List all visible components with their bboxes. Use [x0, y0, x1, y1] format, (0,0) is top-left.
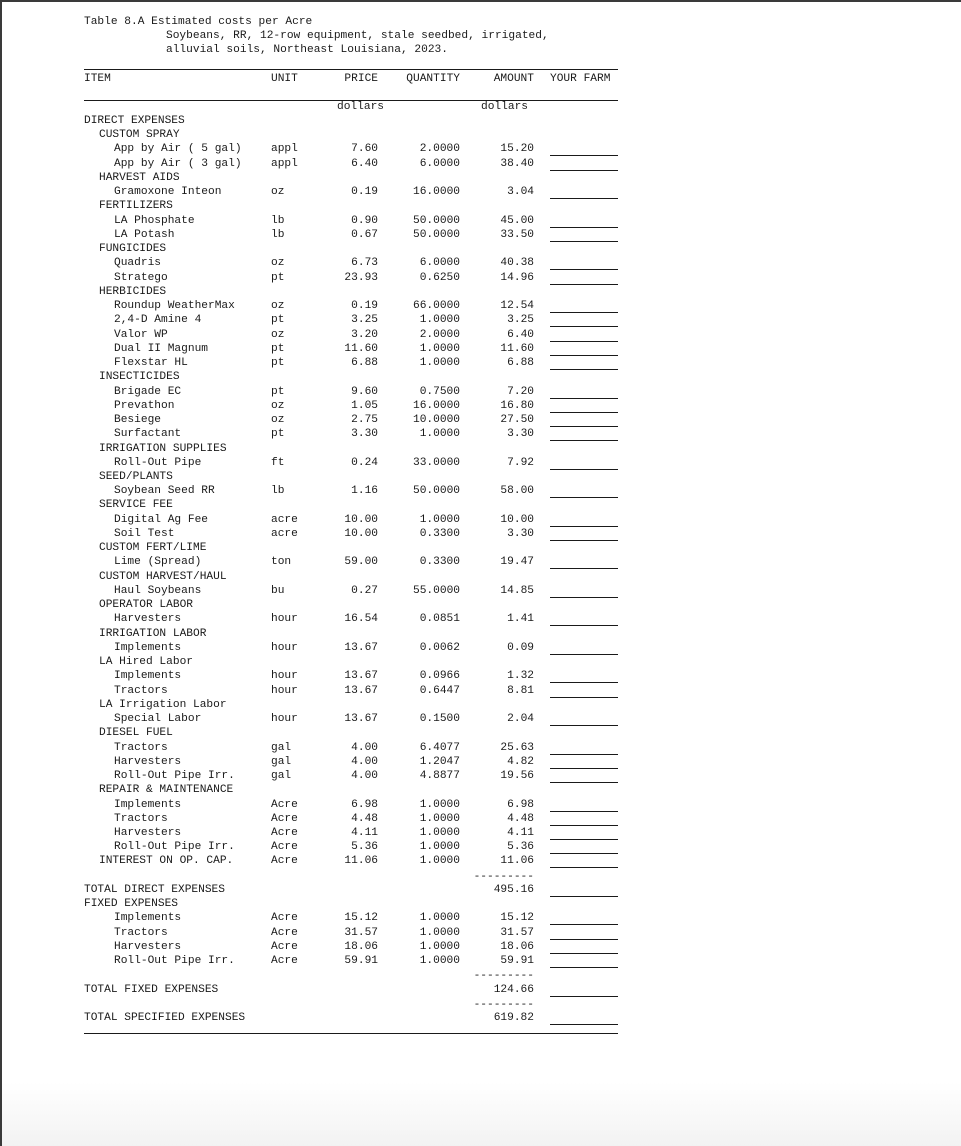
item-price: 11.60 — [344, 342, 378, 355]
category-heading: LA Irrigation Labor — [99, 698, 227, 711]
your-farm-blank[interactable] — [550, 155, 618, 156]
item-price: 3.25 — [351, 314, 378, 327]
your-farm-blank[interactable] — [550, 597, 618, 598]
your-farm-blank[interactable] — [550, 754, 618, 755]
item-amount: 14.85 — [500, 584, 534, 597]
item-price: 0.19 — [351, 300, 378, 313]
item-unit: hour — [271, 684, 298, 697]
item-label: Besiege — [114, 414, 161, 427]
item-unit: hour — [271, 713, 298, 726]
your-farm-blank[interactable] — [550, 839, 618, 840]
item-price: 13.67 — [344, 641, 378, 654]
item-amount: 19.56 — [500, 770, 534, 783]
item-label: Quadris — [114, 257, 161, 270]
item-quantity: 6.0000 — [419, 257, 460, 270]
total-label: TOTAL DIRECT EXPENSES — [84, 883, 225, 896]
item-price: 6.40 — [351, 157, 378, 170]
item-label: Roundup WeatherMax — [114, 300, 235, 313]
item-amount: 8.81 — [507, 684, 534, 697]
your-farm-blank[interactable] — [550, 355, 618, 356]
your-farm-blank[interactable] — [550, 497, 618, 498]
item-unit: Acre — [271, 940, 298, 953]
item-quantity: 16.0000 — [413, 186, 460, 199]
section-heading: FIXED EXPENSES — [84, 898, 178, 911]
item-quantity: 50.0000 — [413, 228, 460, 241]
item-label: Implements — [114, 670, 182, 683]
item-unit: oz — [271, 399, 285, 412]
price-units-label: dollars — [337, 101, 384, 113]
your-farm-blank[interactable] — [550, 697, 618, 698]
item-price: 5.36 — [351, 841, 378, 854]
item-quantity: 6.0000 — [419, 157, 460, 170]
item-label: Lime (Spread) — [114, 556, 202, 569]
item-label: Implements — [114, 641, 182, 654]
table-subtitle-line2: alluvial soils, Northeast Louisiana, 2023. — [166, 44, 448, 56]
item-quantity: 0.3300 — [419, 556, 460, 569]
item-amount: 11.06 — [500, 855, 534, 868]
your-farm-blank[interactable] — [550, 825, 618, 826]
item-quantity: 2.0000 — [419, 328, 460, 341]
item-quantity: 0.3300 — [419, 527, 460, 540]
item-price: 23.93 — [344, 271, 378, 284]
item-amount: 18.06 — [500, 940, 534, 953]
total-label: TOTAL SPECIFIED EXPENSES — [84, 1012, 246, 1025]
category-heading: LA Hired Labor — [99, 656, 193, 669]
item-amount: 4.82 — [507, 755, 534, 768]
amount-units-label: dollars — [481, 101, 528, 113]
header-your-farm: YOUR FARM — [550, 73, 611, 85]
item-unit: acre — [271, 513, 298, 526]
item-label: Brigade EC — [114, 385, 182, 398]
total-amount: 619.82 — [493, 1012, 534, 1025]
your-farm-blank[interactable] — [550, 440, 618, 441]
item-unit: hour — [271, 670, 298, 683]
item-unit: appl — [271, 157, 298, 170]
item-quantity: 1.0000 — [419, 940, 460, 953]
item-quantity: 1.2047 — [419, 755, 460, 768]
item-unit: bu — [271, 584, 285, 597]
item-unit: oz — [271, 300, 285, 313]
category-heading: REPAIR & MAINTENANCE — [99, 784, 234, 797]
your-farm-blank[interactable] — [550, 398, 618, 399]
item-amount: 5.36 — [507, 841, 534, 854]
item-price: 13.67 — [344, 713, 378, 726]
item-price: 4.00 — [351, 741, 378, 754]
item-quantity: 6.4077 — [419, 741, 460, 754]
item-amount: 15.20 — [500, 143, 534, 156]
item-label: Surfactant — [114, 428, 182, 441]
total-amount: 495.16 — [493, 883, 534, 896]
item-price: 1.05 — [351, 399, 378, 412]
item-label: Implements — [114, 798, 182, 811]
category-heading: OPERATOR LABOR — [99, 599, 193, 612]
item-label: Stratego — [114, 271, 168, 284]
item-unit: oz — [271, 328, 285, 341]
item-amount: 16.80 — [500, 399, 534, 412]
your-farm-blank[interactable] — [550, 939, 618, 940]
header-item: ITEM — [84, 73, 111, 85]
item-amount: 6.40 — [507, 328, 534, 341]
item-quantity: 0.6447 — [419, 684, 460, 697]
your-farm-blank[interactable] — [550, 269, 618, 270]
item-unit: lb — [271, 214, 285, 227]
item-quantity: 1.0000 — [419, 855, 460, 868]
item-amount: 3.04 — [507, 186, 534, 199]
item-price: 2.75 — [351, 414, 378, 427]
item-amount: 7.92 — [507, 456, 534, 469]
your-farm-blank[interactable] — [550, 682, 618, 683]
item-unit: pt — [271, 357, 285, 370]
category-heading: CUSTOM FERT/LIME — [99, 542, 207, 555]
item-amount: 3.30 — [507, 428, 534, 441]
item-amount: 6.98 — [507, 798, 534, 811]
item-amount: 0.09 — [507, 641, 534, 654]
item-price: 1.16 — [351, 485, 378, 498]
item-quantity: 1.0000 — [419, 342, 460, 355]
item-price: 4.11 — [351, 827, 378, 839]
item-price: 6.98 — [351, 798, 378, 811]
item-quantity: 1.0000 — [419, 357, 460, 370]
category-heading: HARVEST AIDS — [99, 171, 180, 184]
item-unit: Acre — [271, 912, 298, 925]
item-unit: oz — [271, 257, 285, 270]
item-label: Implements — [114, 912, 182, 925]
item-price: 3.30 — [351, 428, 378, 441]
item-quantity: 1.0000 — [419, 513, 460, 526]
category-heading: HERBICIDES — [99, 285, 167, 298]
item-amount: 12.54 — [500, 300, 534, 313]
table-bottom-rule — [84, 1033, 618, 1034]
your-farm-blank[interactable] — [550, 725, 618, 726]
item-unit: Acre — [271, 812, 298, 825]
item-label: Tractors — [114, 741, 168, 754]
item-label: Harvesters — [114, 827, 182, 839]
item-unit: lb — [271, 485, 285, 498]
item-amount: 11.60 — [500, 342, 534, 355]
category-heading: CUSTOM HARVEST/HAUL — [99, 570, 227, 583]
item-unit: pt — [271, 342, 285, 355]
your-farm-blank[interactable] — [550, 369, 618, 370]
item-quantity: 1.0000 — [419, 798, 460, 811]
item-label: Valor WP — [114, 328, 168, 341]
item-label: Roll-Out Pipe — [114, 456, 202, 469]
item-price: 13.67 — [344, 670, 378, 683]
item-unit: Acre — [271, 955, 298, 968]
item-label: Tractors — [114, 812, 168, 825]
item-price: 0.19 — [351, 186, 378, 199]
subtotal-rule: --------- — [473, 998, 534, 1011]
item-quantity: 1.0000 — [419, 314, 460, 327]
item-label: Tractors — [114, 684, 168, 697]
item-quantity: 16.0000 — [413, 399, 460, 412]
item-price: 11.06 — [344, 855, 378, 868]
item-unit: ton — [271, 556, 292, 569]
item-price: 59.91 — [344, 955, 378, 968]
item-quantity: 4.8877 — [419, 770, 460, 783]
item-quantity: 0.0966 — [419, 670, 460, 683]
header-top-rule — [84, 69, 618, 70]
your-farm-blank[interactable] — [550, 341, 618, 342]
item-amount: 27.50 — [500, 414, 534, 427]
item-unit: gal — [271, 741, 292, 754]
your-farm-blank[interactable] — [550, 326, 618, 327]
item-unit: Acre — [271, 926, 298, 939]
your-farm-blank[interactable] — [550, 469, 618, 470]
item-unit: Acre — [271, 827, 298, 839]
item-unit: gal — [271, 755, 292, 768]
total-label: TOTAL FIXED EXPENSES — [84, 983, 219, 996]
header-quantity: QUANTITY — [406, 73, 460, 85]
your-farm-blank[interactable] — [550, 768, 618, 769]
item-price: 3.20 — [351, 328, 378, 341]
item-label: Harvesters — [114, 755, 182, 768]
item-price: 13.67 — [344, 684, 378, 697]
category-heading: DIESEL FUEL — [99, 727, 173, 740]
your-farm-blank[interactable] — [550, 284, 618, 285]
item-amount: 45.00 — [500, 214, 534, 227]
item-quantity: 50.0000 — [413, 214, 460, 227]
item-price: 4.00 — [351, 770, 378, 783]
item-quantity: 1.0000 — [419, 926, 460, 939]
item-quantity: 1.0000 — [419, 812, 460, 825]
category-heading: INSECTICIDES — [99, 371, 180, 384]
category-heading: IRRIGATION LABOR — [99, 627, 207, 640]
item-unit: lb — [271, 228, 285, 241]
item-price: 18.06 — [344, 940, 378, 953]
item-label: INTEREST ON OP. CAP. — [99, 855, 234, 868]
your-farm-blank[interactable] — [550, 967, 618, 968]
item-label: App by Air ( 5 gal) — [114, 143, 242, 156]
item-quantity: 0.6250 — [419, 271, 460, 284]
item-label: Soil Test — [114, 527, 175, 540]
item-label: LA Potash — [114, 228, 175, 241]
item-label: Gramoxone Inteon — [114, 186, 222, 199]
item-price: 6.88 — [351, 357, 378, 370]
item-unit: pt — [271, 314, 285, 327]
item-quantity: 1.0000 — [419, 827, 460, 839]
item-price: 4.00 — [351, 755, 378, 768]
your-farm-blank[interactable] — [550, 811, 618, 812]
item-label: Special Labor — [114, 713, 202, 726]
item-quantity: 50.0000 — [413, 485, 460, 498]
item-unit: acre — [271, 527, 298, 540]
category-heading: CUSTOM SPRAY — [99, 129, 180, 142]
item-amount: 58.00 — [500, 485, 534, 498]
item-unit: pt — [271, 271, 285, 284]
item-label: Roll-Out Pipe Irr. — [114, 955, 235, 968]
item-quantity: 0.0062 — [419, 641, 460, 654]
your-farm-blank[interactable] — [550, 526, 618, 527]
item-quantity: 0.1500 — [419, 713, 460, 726]
your-farm-blank[interactable] — [550, 782, 618, 783]
item-price: 4.48 — [351, 812, 378, 825]
item-amount: 19.47 — [500, 556, 534, 569]
item-label: Dual II Magnum — [114, 342, 208, 355]
item-amount: 38.40 — [500, 157, 534, 170]
your-farm-blank[interactable] — [550, 426, 618, 427]
item-amount: 7.20 — [507, 385, 534, 398]
item-quantity: 2.0000 — [419, 143, 460, 156]
your-farm-blank[interactable] — [550, 170, 618, 171]
your-farm-blank[interactable] — [550, 198, 618, 199]
item-quantity: 1.0000 — [419, 428, 460, 441]
item-unit: hour — [271, 641, 298, 654]
item-quantity: 55.0000 — [413, 584, 460, 597]
your-farm-blank[interactable] — [550, 853, 618, 854]
item-unit: gal — [271, 770, 292, 783]
subtotal-rule: --------- — [473, 970, 534, 983]
item-amount: 6.88 — [507, 357, 534, 370]
item-amount: 4.11 — [507, 827, 534, 839]
item-amount: 59.91 — [500, 955, 534, 968]
item-amount: 3.25 — [507, 314, 534, 327]
item-quantity: 33.0000 — [413, 456, 460, 469]
header-price: PRICE — [344, 73, 378, 85]
item-unit: Acre — [271, 855, 298, 868]
item-amount: 33.50 — [500, 228, 534, 241]
category-heading: SERVICE FEE — [99, 499, 173, 512]
item-label: Roll-Out Pipe Irr. — [114, 841, 235, 854]
item-unit: oz — [271, 414, 285, 427]
item-unit: pt — [271, 385, 285, 398]
item-label: Digital Ag Fee — [114, 513, 208, 526]
item-price: 9.60 — [351, 385, 378, 398]
your-farm-blank[interactable] — [550, 896, 618, 897]
item-quantity: 1.0000 — [419, 955, 460, 968]
item-price: 6.73 — [351, 257, 378, 270]
item-price: 31.57 — [344, 926, 378, 939]
item-price: 16.54 — [344, 613, 378, 626]
item-unit: Acre — [271, 798, 298, 811]
item-amount: 40.38 — [500, 257, 534, 270]
item-unit: hour — [271, 613, 298, 626]
category-heading: FERTILIZERS — [99, 200, 173, 213]
item-unit: oz — [271, 186, 285, 199]
your-farm-blank[interactable] — [550, 568, 618, 569]
category-heading: IRRIGATION SUPPLIES — [99, 442, 227, 455]
item-label: Prevathon — [114, 399, 175, 412]
item-price: 0.90 — [351, 214, 378, 227]
item-unit: ft — [271, 456, 285, 469]
item-quantity: 10.0000 — [413, 414, 460, 427]
item-price: 59.00 — [344, 556, 378, 569]
item-label: Tractors — [114, 926, 168, 939]
item-amount: 31.57 — [500, 926, 534, 939]
subtotal-rule: --------- — [473, 870, 534, 883]
total-amount: 124.66 — [493, 983, 534, 996]
your-farm-blank[interactable] — [550, 540, 618, 541]
item-amount: 4.48 — [507, 812, 534, 825]
item-amount: 1.32 — [507, 670, 534, 683]
table-subtitle-line1: Soybeans, RR, 12-row equipment, stale seedbed, irrigated, — [166, 30, 549, 42]
item-label: 2,4-D Amine 4 — [114, 314, 202, 327]
your-farm-blank[interactable] — [550, 953, 618, 954]
item-price: 7.60 — [351, 143, 378, 156]
header-unit: UNIT — [271, 73, 298, 85]
your-farm-blank[interactable] — [550, 412, 618, 413]
category-heading: SEED/PLANTS — [99, 471, 173, 483]
item-quantity: 0.0851 — [419, 613, 460, 626]
header-amount: AMOUNT — [493, 73, 534, 85]
item-price: 0.27 — [351, 584, 378, 597]
item-amount: 3.30 — [507, 527, 534, 540]
item-label: Harvesters — [114, 613, 182, 626]
item-label: Soybean Seed RR — [114, 485, 215, 498]
item-amount: 14.96 — [500, 271, 534, 284]
item-price: 10.00 — [344, 513, 378, 526]
table-title: Table 8.A Estimated costs per Acre — [84, 16, 313, 28]
your-farm-blank[interactable] — [550, 867, 618, 868]
your-farm-blank[interactable] — [550, 241, 618, 242]
item-amount: 1.41 — [507, 613, 534, 626]
category-heading: FUNGICIDES — [99, 243, 167, 256]
item-label: Flexstar HL — [114, 357, 188, 370]
item-price: 0.24 — [351, 456, 378, 469]
item-label: App by Air ( 3 gal) — [114, 157, 242, 170]
item-quantity: 66.0000 — [413, 300, 460, 313]
item-quantity: 0.7500 — [419, 385, 460, 398]
item-label: Harvesters — [114, 940, 182, 953]
your-farm-blank[interactable] — [550, 227, 618, 228]
item-label: Haul Soybeans — [114, 584, 202, 597]
item-unit: appl — [271, 143, 298, 156]
item-price: 10.00 — [344, 527, 378, 540]
item-unit: pt — [271, 428, 285, 441]
your-farm-blank[interactable] — [550, 1024, 618, 1025]
item-amount: 25.63 — [500, 741, 534, 754]
item-unit: Acre — [271, 841, 298, 854]
your-farm-blank[interactable] — [550, 312, 618, 313]
your-farm-blank[interactable] — [550, 996, 618, 997]
item-price: 15.12 — [344, 912, 378, 925]
item-amount: 15.12 — [500, 912, 534, 925]
item-amount: 10.00 — [500, 513, 534, 526]
item-amount: 2.04 — [507, 713, 534, 726]
section-heading: DIRECT EXPENSES — [84, 115, 185, 127]
your-farm-blank[interactable] — [550, 625, 618, 626]
item-quantity: 1.0000 — [419, 841, 460, 854]
your-farm-blank[interactable] — [550, 654, 618, 655]
item-label: LA Phosphate — [114, 214, 195, 227]
item-price: 0.67 — [351, 228, 378, 241]
your-farm-blank[interactable] — [550, 924, 618, 925]
item-quantity: 1.0000 — [419, 912, 460, 925]
item-label: Roll-Out Pipe Irr. — [114, 770, 235, 783]
